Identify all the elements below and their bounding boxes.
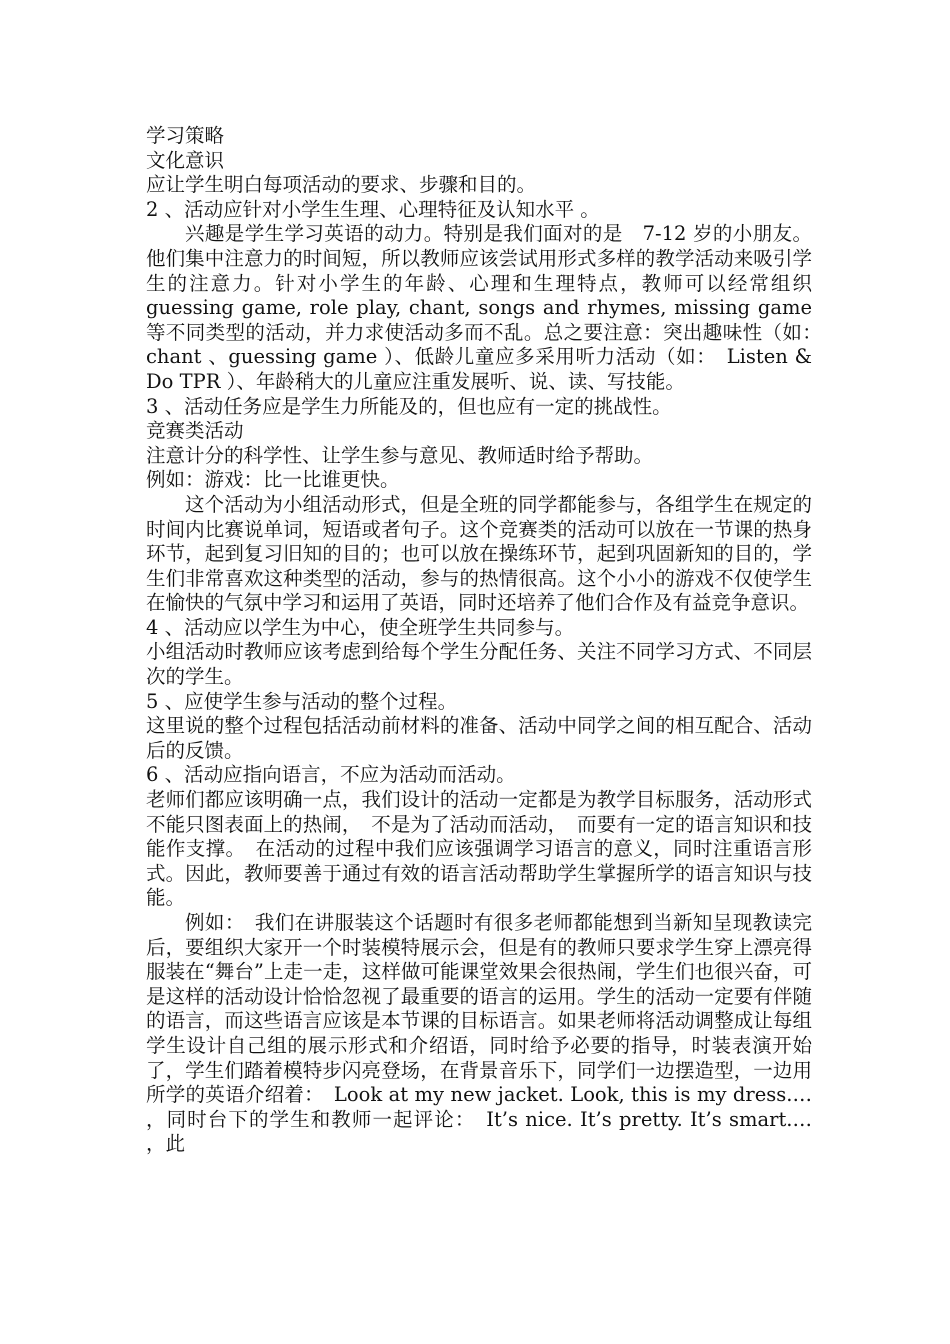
para-6: 小组活动时教师应该考虑到给每个学生分配任务、关注不同学习方式、不同层次的学生。 <box>146 640 812 689</box>
heading-cultural-awareness: 文化意识 <box>146 148 225 172</box>
document-page <box>146 124 832 1157</box>
point-3: 3 、活动任务应是学生力所能及的，但也应有一定的挑战性。 <box>146 394 672 418</box>
para-2: 兴趣是学生学习英语的动力。特别是我们面对的是 7-12 岁的小朋友。他们集中注意力的时间短，所以教师应该尝试用形式多样的教学活动来吸引学生的注意力。针对小学生的年龄、心理和生理特点，教师可以经常组织 guessing game, role play, chant, songs and rhymes, missing game 等不同类型的活动，并力求使活动多而不乱。总之要注意：突出趣味性（如： chant 、guessing game ）、低龄儿童应多采用听力活动（如： Listen & Do TPR ）、年龄稍大的儿童应注重发展听、说、读、写技能。 <box>146 222 832 393</box>
para-8: 老师们都应该明确一点，我们设计的活动一定都是为教学目标服务，活动形式不能只图表面上的热闹， 不是为了活动而活动， 而要有一定的语言知识和技能作支撑。 在活动的过程中我们应该强调学习语言的意义，同时注重语言形式。因此，教师要善于通过有效的语言活动帮助学生掌握所学的语言知识与技能。 <box>146 788 812 910</box>
para-3: 注意计分的科学性、让学生参与意见、教师适时给予帮助。 <box>146 443 654 467</box>
point-6: 6 、活动应指向语言，不应为活动而活动。 <box>146 763 516 787</box>
point-5: 5 、应使学生参与活动的整个过程。 <box>146 689 458 713</box>
para-4: 例如：游戏：比一比谁更快。 <box>146 468 400 492</box>
heading-learning-strategy: 学习策略 <box>146 124 225 147</box>
para-1: 应让学生明白每项活动的要求、步骤和目的。 <box>146 173 537 197</box>
point-4: 4 、活动应以学生为中心，使全班学生共同参与。 <box>146 615 575 639</box>
para-5: 这个活动为小组活动形式，但是全班的同学都能参与，各组学生在规定的时间内比赛说单词，短语或者句子。这个竞赛类的活动可以放在一节课的热身环节，起到复习旧知的目的；也可以放在操练环节，起到巩固新知的目的，学生们非常喜欢这种类型的活动，参与的热情很高。这个小小的游戏不仅使学生在愉快的气氛中学习和运用了英语，同时还培养了他们合作及有益竞争意识。 <box>146 492 812 615</box>
para-7: 这里说的整个过程包括活动前材料的准备、活动中同学之间的相互配合、活动后的反馈。 <box>146 714 812 762</box>
para-9: 例如： 我们在讲服装这个话题时有很多老师都能想到当新知呈现教读完后，要组织大家开一个时装模特展示会，但是有的教师只要求学生穿上漂亮得服装在“舞台”上走一走，这样做可能课堂效果会很热闹，学生们也很兴奋，可是这样的活动设计恰恰忽视了最重要的语言的运用。学生的活动一定要有伴随的语言，而这些语言应该是本节课的目标语言。如果老师将活动调整成让每组学生设计自己组的展示形式和介绍语，同时给予必要的指导，时装表演开始了，学生们踏着模特步闪亮登场，在背景音乐下，同学们一边摆造型，一边用所学的英语介绍着： Look at my new jacket. Look, this is my dress.… ，同时台下的学生和教师一起评论： It’s nice. It’s pretty. It’s smart.… ，此 <box>146 911 812 1156</box>
point-2: 2 、活动应针对小学生生理、心理特征及认知水平 。 <box>146 197 600 221</box>
heading-competition: 竞赛类活动 <box>146 419 244 443</box>
